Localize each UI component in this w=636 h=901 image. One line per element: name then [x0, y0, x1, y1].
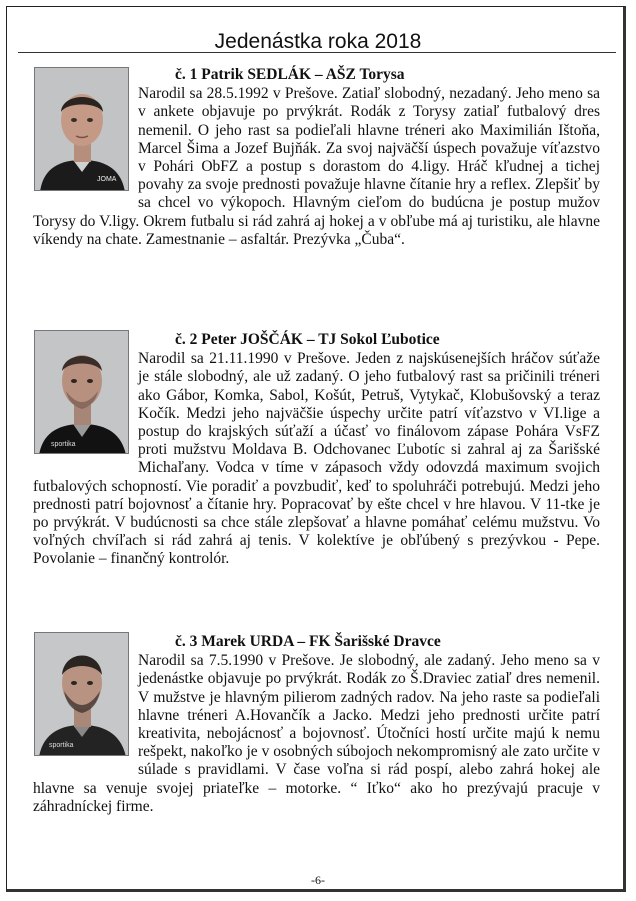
player-entry-2 [33, 331, 600, 569]
player-heading-3: č. 3 Marek URDA – FK Šarišské Dravce [175, 633, 441, 650]
player-heading-1: č. 1 Patrik SEDLÁK – AŠZ Torysa [175, 66, 405, 83]
player-bio-2: Narodil sa 21.11.1990 v Prešove. Jeden z najskúsenejších hráčov súťaže je stále slobodný, ale už zadaný. O jeho futbalový rast sa pričinili tréneri ako Gábor, Komka, Sabol, Košút, Petruš, Vytykač, Klobušovský a teraz Kočík. Medzi jeho najväčšie úspechy určite patrí víťazstvo v VI.lige a postup do krajských súťaží a účasť vo finálovom zápase Pohára VsFZ proti mužstvu Moldava B. Odchovanec Ľubotíc si zahral aj za Šarišské Michaľany. Vodca v tíme v zápasoch vždy odovzdá maximum svojich futbalových schopností. Vie poradiť a povzbudiť, keď to spoluhráči potrebujú. Medzi jeho prednosti patrí bojovnosť a čítanie hry. Popracovať by ešte chcel v hre hlavou. V 11-tke je po prvýkrát. V budúcnosti sa chce stále zlepšovať a hlavne pomáhať celému mužstvu. Vo voľných chvíľach si rád zahrá aj tenis. V kolektíve je obľúbený s prezývkou - Pepe. Povolanie – finančný kontrolór. [33, 350, 600, 568]
player-heading-2: č. 2 Peter JOŠČÁK – TJ Sokol Ľubotice [175, 331, 440, 348]
title-underline [18, 52, 616, 53]
page-number: -6- [311, 873, 325, 887]
player-entry-3 [33, 633, 600, 816]
player-bio-1: Narodil sa 28.5.1992 v Prešove. Zatiaľ slobodný, nezadaný. Jeho meno sa v ankete objavuje po prvýkrát. Rodák z Torysy zatiaľ futbalový dres nemenil. O jeho rast sa podieľali hlavne tréneri ako Maximilián Ištoňa, Marcel Šima a Jozef Bujňák. Za svoj najväčší úspech považuje víťazstvo v Pohári ObFZ a postup s dorastom do 4.ligy. Hráč kľudnej a tichej povahy za svoje prednosti považuje hlavne čítanie hry a reflex. Zlepšiť by sa chcel vo výkopoch. Hlavným cieľom do budúcna je postup mužov Torysy do V.ligy. Okrem futbalu si rád zahrá aj hokej a v obľube má aj turistiku, ale hlavne víkendy na chate. Zamestnanie – asfaltár. Prezývka „Čuba“. [33, 85, 600, 248]
page-title: Jedenástka roka 2018 [214, 30, 422, 53]
player-entry-1 [33, 66, 600, 249]
player-bio-3: Narodil sa 7.5.1990 v Prešove. Je slobodný, ale zadaný. Jeho meno sa v jedenástke objavuje po prvýkrát. Rodák zo Š.Draviec zatiaľ dres nemenil. V mužstve je hlavným pilierom zadných radov. Na jeho raste sa podieľali hlavne tréneri A.Hovančík a Jacko. Medzi jeho prednosti určite patrí kreativita, nebojácnosť a bojovnosť. Útočníci hostí určite majú k nemu rešpekt, nakoľko je v osobných súbojoch nekompromisný ale zato určite v súlade s pravidlami. V čase voľna si rád pospí, alebo zahrá hokej ale hlavne sa venuje svojej priateľke – motorke. “ Iťko“ ako ho prezývajú pracuje v záhradníckej firme. [33, 652, 600, 815]
jersey-brand-2: sportika [51, 441, 76, 448]
jersey-brand-3: sportika [49, 742, 74, 749]
jersey-brand-1: JOMA [97, 176, 117, 183]
